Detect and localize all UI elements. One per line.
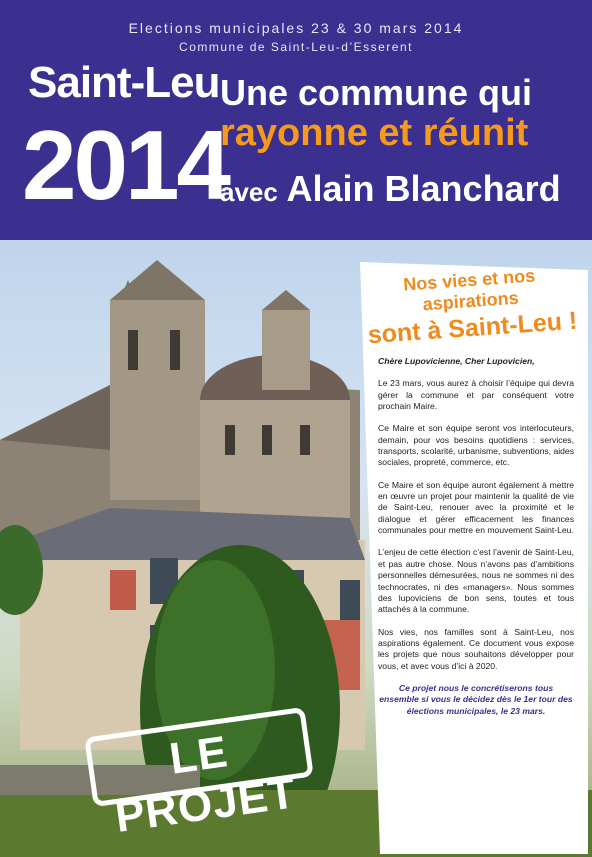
slogan-line2: sont à Saint-Leu ! bbox=[366, 306, 579, 350]
brand-year: 2014 bbox=[22, 110, 229, 220]
candidate-letter bbox=[378, 356, 574, 728]
letter-paragraph-4: L’enjeu de cette élection c’est l’avenir de Saint-Leu, et pas autre chose. Nous n’avons pas d’ambitions personnelles démesurées, nous ne sommes ni des technocrates, ni des «managers». Nous sommes des lupoviciens de bon sens, toutes et tous attachés à la commune. bbox=[378, 547, 574, 615]
headline-line2: rayonne et réunit bbox=[220, 112, 529, 154]
header-banner bbox=[0, 0, 592, 240]
headline-line1: Une commune qui bbox=[220, 72, 533, 113]
slogan bbox=[358, 262, 585, 350]
brand-saint-leu: Saint-Leu bbox=[28, 58, 220, 107]
election-dates: Elections municipales 23 & 30 mars 2014 bbox=[128, 20, 464, 36]
candidate-name: Alain Blanchard bbox=[286, 168, 561, 209]
headline-prefix: avec bbox=[220, 177, 278, 207]
letter-paragraph-3: Ce Maire et son équipe auront également à mettre en œuvre un projet pour maintenir la qualité de vie de Saint-Leu, renouer avec la proximité et le dialogue et gérer efficacement les finances communales pour mettre en mouvement Saint-Leu. bbox=[378, 479, 574, 536]
letter-paragraph-5: Nos vies, nos familles sont à Saint-Leu, nos aspirations également. Ce document vous expose les projets que nous souhaitons développer pour vous, et avec vous d’ici à 2020. bbox=[378, 626, 574, 671]
letter-closing: Ce projet nous le concrétiserons tous ensemble si vous le décidez dès le 1er tour des élections municipales, le 23 mars. bbox=[379, 682, 573, 716]
letter-greeting: Chère Lupovicienne, Cher Lupovicien, bbox=[378, 356, 535, 366]
letter-paragraph-1: Le 23 mars, vous aurez à choisir l’équipe qui devra gérer la commune et par conséquent votre prochain Maire. bbox=[378, 378, 574, 412]
slogan-line1: Nos vies et nos aspirations bbox=[402, 265, 536, 315]
headline-line3 bbox=[220, 168, 561, 210]
stamp-label: LE PROJET bbox=[112, 727, 300, 842]
letter-paragraph-2: Ce Maire et son équipe seront vos interlocuteurs, demain, pour vos besoins quotidiens : services, transports, scolarité, urbanisme, subventions, aides sociales, propreté, commerce, etc. bbox=[378, 423, 574, 468]
commune-name: Commune de Saint-Leu-d’Esserent bbox=[179, 40, 413, 54]
